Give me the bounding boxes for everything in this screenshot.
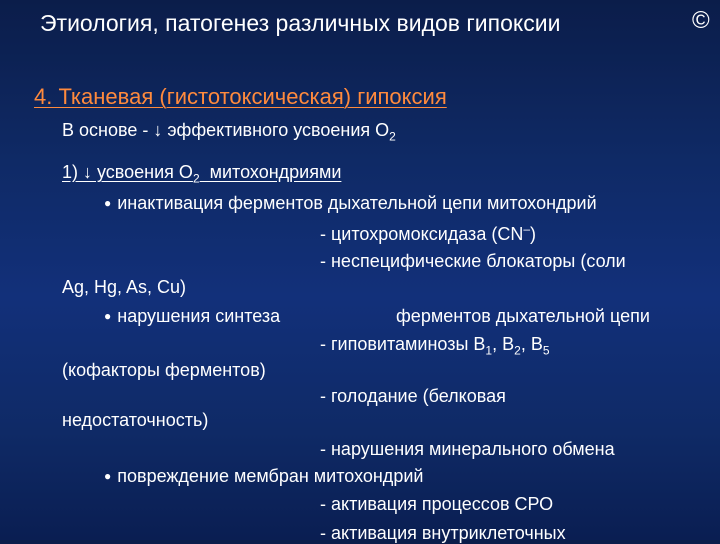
bullet-2-detail-2-cont: недостаточность)	[62, 410, 209, 430]
bullet-1-detail-1	[320, 222, 536, 245]
basis-sub: 2	[389, 129, 396, 144]
bullet-3	[104, 466, 423, 487]
point-1-pre: 1) ↓ усвоения О	[62, 162, 193, 182]
detail-sub-3: 5	[542, 343, 550, 358]
point-1-post: митохондриями	[199, 162, 342, 182]
bullet-2	[104, 306, 280, 327]
detail-sub-2: 2	[514, 343, 521, 358]
bullet-icon: ●	[104, 309, 112, 323]
point-1-sub: 2	[192, 171, 200, 186]
detail-text-3: , В	[520, 334, 543, 354]
bullet-icon: ●	[104, 196, 112, 210]
detail-sub-1: 1	[485, 343, 493, 358]
detail-text: - гиповитаминозы В	[320, 334, 486, 354]
basis-text: В основе - ↓ эффективного усвоения О	[62, 120, 390, 140]
bullet-2-detail-3: - нарушения минерального обмена	[320, 439, 615, 459]
bullet-1-detail-2-cont: Ag, Hg, As, Cu)	[62, 277, 187, 297]
detail-text-2: , В	[492, 334, 515, 354]
bullet-3-detail-2: - активация внутриклеточных	[320, 523, 566, 543]
bullet-2-detail-1	[320, 334, 550, 358]
detail-text-end: )	[530, 224, 537, 244]
bullet-1-detail-2: - неспецифические блокаторы (соли	[320, 251, 626, 271]
section-heading: 4. Тканевая (гистотоксическая) гипоксия	[34, 84, 447, 109]
point-1	[62, 162, 341, 186]
detail-text: - цитохромоксидаза (CN	[320, 224, 524, 244]
basis-line	[62, 120, 396, 144]
bullet-3-text: повреждение мембран митохондрий	[117, 466, 424, 486]
bullet-2-text-b: ферментов дыхательной цепи	[396, 306, 650, 326]
bullet-2-detail-1-cont: (кофакторы ферментов)	[62, 360, 266, 380]
bullet-2-text-a: нарушения синтеза	[117, 306, 281, 326]
slide-title: Этиология, патогенез различных видов гипоксии	[40, 10, 561, 36]
bullet-3-detail-1: - активация процессов СРО	[320, 494, 554, 514]
bullet-icon: ●	[104, 469, 112, 483]
detail-sup: –	[523, 222, 531, 236]
bullet-1	[104, 193, 597, 214]
copyright-icon: ©	[692, 7, 710, 34]
bullet-2-detail-2: - голодание (белковая	[320, 386, 506, 406]
bullet-1-text: инактивация ферментов дыхательной цепи митохондрий	[117, 193, 597, 213]
